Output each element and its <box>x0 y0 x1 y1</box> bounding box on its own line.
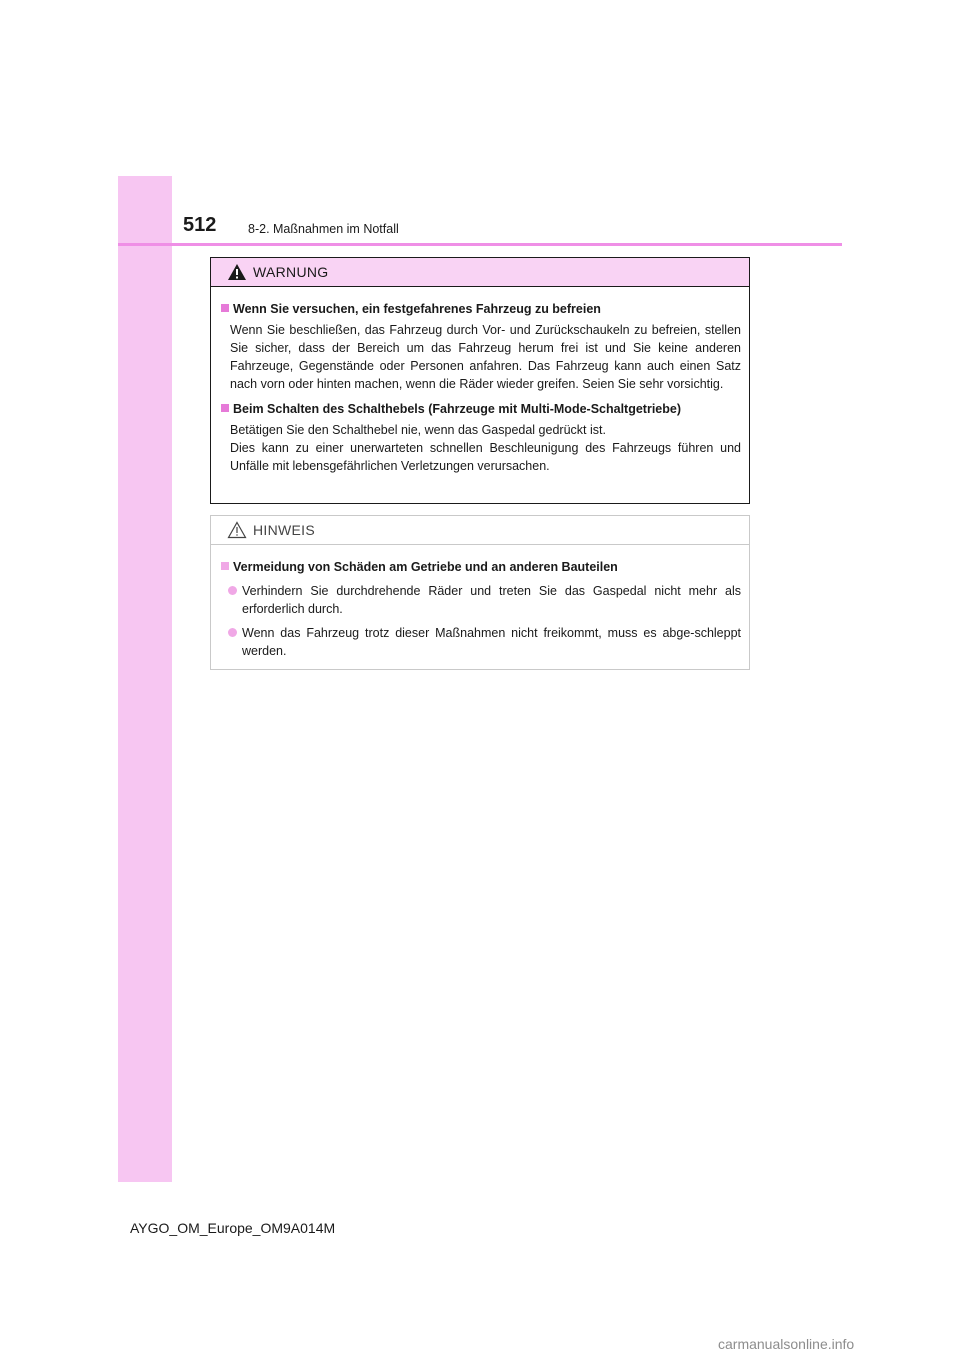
warning-item-text: Betätigen Sie den Schalthebel nie, wenn das Gaspedal gedrückt ist. <box>230 423 606 437</box>
circle-bullet-icon <box>228 628 237 637</box>
notice-heading <box>219 558 741 576</box>
warning-header <box>211 258 749 287</box>
list-item <box>219 624 741 660</box>
chapter-side-band <box>118 176 172 1182</box>
caution-triangle-icon <box>227 521 247 539</box>
warning-box <box>210 257 750 504</box>
section-title: 8-2. Maßnahmen im Notfall <box>248 222 399 236</box>
warning-triangle-icon <box>227 263 247 281</box>
header-divider <box>118 243 842 246</box>
notice-box <box>210 515 750 670</box>
notice-header <box>211 516 749 545</box>
list-item-text: Verhindern Sie durchdrehende Räder und treten Sie das Gaspedal nicht mehr als erforderlich durch. <box>242 584 741 616</box>
notice-title: HINWEIS <box>253 522 315 538</box>
document-code: AYGO_OM_Europe_OM9A014M <box>130 1220 336 1236</box>
warning-item-text: Dies kann zu einer unerwarteten schnellen Beschleunigung des Fahrzeugs führen und Unfälle mit lebensgefährlichen Verletzungen verursachen. <box>230 441 741 473</box>
list-item-text: Wenn das Fahrzeug trotz dieser Maßnahmen nicht freikommt, muss es abge-schleppt werden. <box>242 626 741 658</box>
warning-item-text: Wenn Sie beschließen, das Fahrzeug durch Vor- und Zurückschaukeln zu befreien, stellen Sie sicher, dass der Bereich um das Fahrzeug herum frei ist und Sie keine anderen Fahrzeuge, Gegenstände oder Personen anfahren. Das Fahrzeug kann auch einen Satz nach vorn oder hinten machen, wenn die Räder wieder greifen. Seien Sie sehr vorsichtig. <box>230 323 741 391</box>
page-number: 512 <box>183 214 217 236</box>
watermark-link[interactable]: carmanualsonline.info <box>718 1336 855 1352</box>
square-bullet-icon <box>221 562 229 570</box>
warning-item-heading-text: Wenn Sie versuchen, ein festgefahrenes Fahrzeug zu befreien <box>233 302 601 316</box>
circle-bullet-icon <box>228 586 237 595</box>
square-bullet-icon <box>221 404 229 412</box>
warning-item-heading <box>219 400 741 418</box>
square-bullet-icon <box>221 304 229 312</box>
warning-item-heading <box>219 300 741 318</box>
warning-title: WARNUNG <box>253 264 329 280</box>
notice-heading-text: Vermeidung von Schäden am Getriebe und an anderen Bauteilen <box>233 560 618 574</box>
list-item <box>219 582 741 618</box>
warning-item-heading-text: Beim Schalten des Schalthebels (Fahrzeuge mit Multi-Mode-Schaltgetriebe) <box>233 402 681 416</box>
